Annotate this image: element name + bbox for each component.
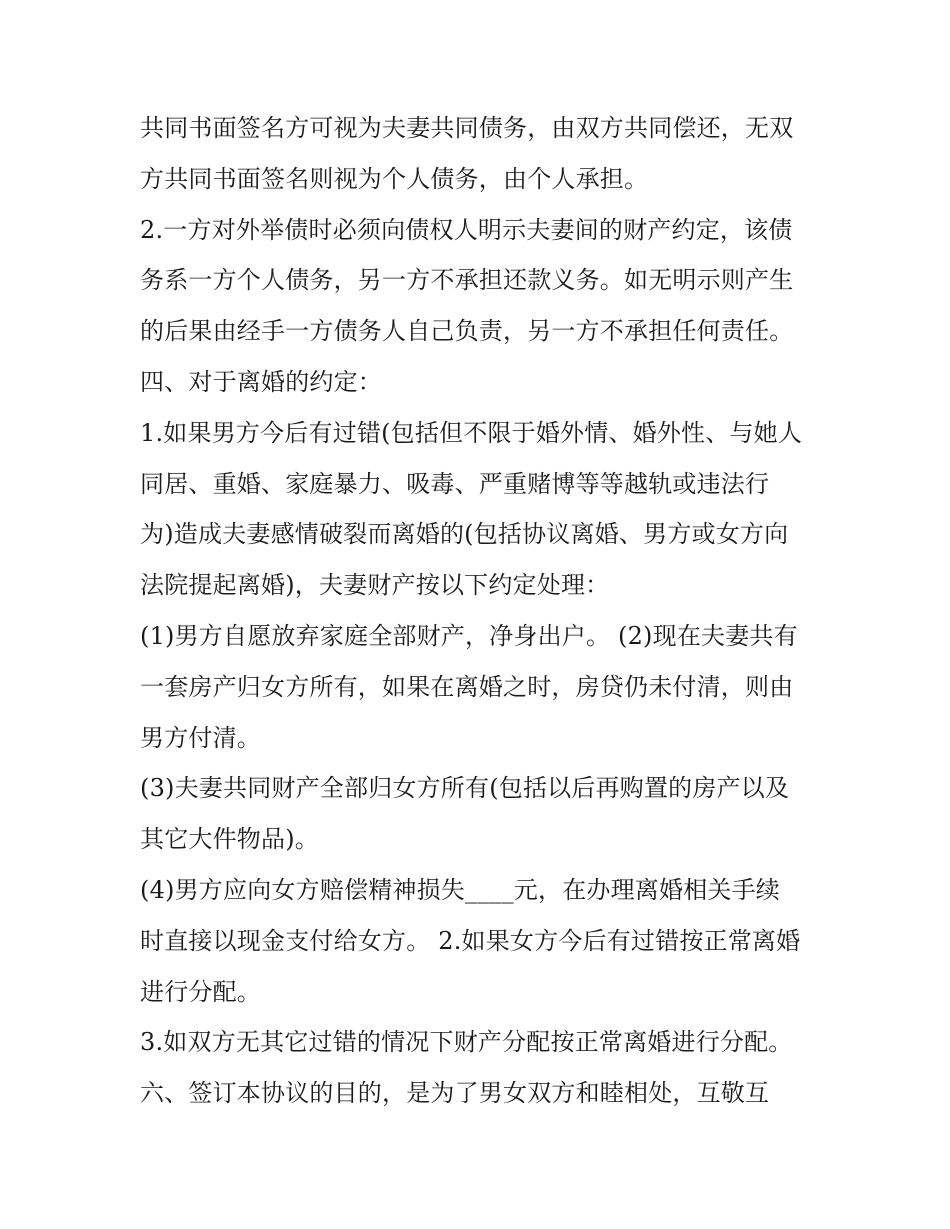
body-line: 3.如双方无其它过错的情况下财产分配按正常离婚进行分配。 [140, 1028, 793, 1057]
section-heading: 六、签订本协议的目的，是为了男女双方和睦相处，互敬互 [140, 1079, 770, 1108]
body-line: 时直接以现金支付给女方。 2.如果女方今后有过错按正常离婚 [140, 926, 801, 955]
section-heading: 四、对于离婚的约定： [140, 367, 382, 396]
body-line: 2.一方对外举债时必须向债权人明示夫妻间的财产约定，该债 [140, 215, 793, 244]
body-line: (1)男方自愿放弃家庭全部财产，净身出户。 (2)现在夫妻共有 [140, 621, 798, 650]
document-body [140, 103, 820, 1119]
body-line: 一套房产归女方所有，如果在离婚之时，房贷仍未付清，则由 [140, 672, 794, 701]
body-line: 1.如果男方今后有过错(包括但不限于婚外情、婚外性、与她人 [140, 418, 803, 447]
body-line: 为)造成夫妻感情破裂而离婚的(包括协议离婚、男方或女方向 [140, 520, 789, 549]
body-line: 男方付清。 [140, 723, 261, 752]
body-line: 的后果由经手一方债务人自己负责，另一方不承担任何责任。 [140, 317, 794, 346]
body-line: 共同书面签名方可视为夫妻共同债务，由双方共同偿还，无双 [140, 114, 794, 142]
body-line: 法院提起离婚)，夫妻财产按以下约定处理： [140, 571, 610, 600]
body-line: 其它大件物品)。 [140, 825, 319, 854]
body-line: 务系一方个人债务，另一方不承担还款义务。如无明示则产生 [140, 266, 794, 295]
body-line: (3)夫妻共同财产全部归女方所有(包括以后再购置的房产以及 [140, 774, 790, 803]
body-line: 进行分配。 [140, 977, 261, 1006]
body-line: 方共同书面签名则视为个人债务，由个人承担。 [140, 164, 649, 193]
body-line: 同居、重婚、家庭暴力、吸毒、严重赌博等等越轨或违法行 [140, 469, 770, 498]
body-line: (4)男方应向女方赔偿精神损失____元，在办理离婚相关手续 [140, 875, 780, 904]
